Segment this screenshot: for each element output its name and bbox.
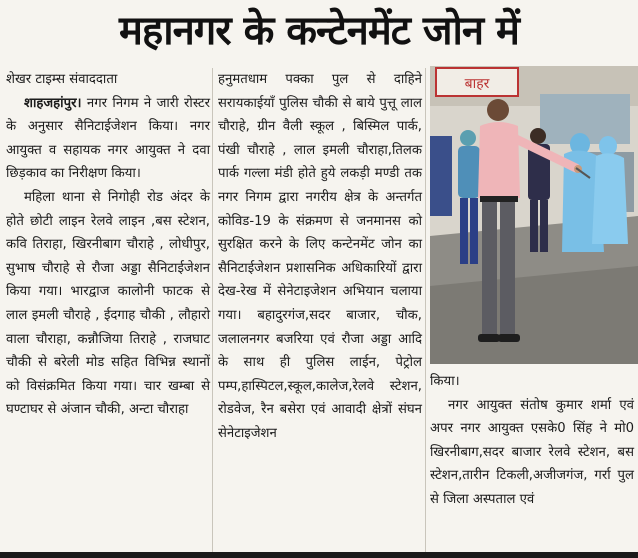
column-divider bbox=[212, 68, 213, 552]
article-paragraph: महिला थाना से निगोही रोड अंदर के होते छोटी लाइन रेलवे लाइन ,बस स्टेशन, कवि तिराहा, खिरनीबाग चौराहे , लोधीपुर, सुभाष चौराहे से रौजा अड्डा सैनिटाईजेशन किया गया। भारद्वाज कालोनी फाटक से लाल इमली चौराहे , ईदगाह चौकी , लौहारो वाला चौराहा, कन्नौजिया तिराहे , राजघाट चौकी से बरेली मोड सहित विभिन्न स्थानों को विसंक्रमित किया गया। चार खम्बा से घण्टाघर से अंजान चौकी, अन्टा चौराहा bbox=[6, 189, 210, 418]
column-divider bbox=[425, 68, 426, 552]
article-column-3 bbox=[430, 370, 634, 512]
article-paragraph: नगर आयुक्त संतोष कुमार शर्मा एवं अपर नगर आयुक्त एसके0 सिंह ने मो0 खिरनीबाग,सदर बाजार रेलवे स्टेशन, बस स्टेशन,तारीन टिकली,अजीजगंज, गर्रा पुल से जिला अस्पताल एवं bbox=[430, 397, 634, 507]
next-headline-edge bbox=[0, 552, 638, 558]
paragraph-text: नगर निगम ने जारी रोस्टर के अनुसार सैनिटाईजेशन किया। नगर आयुक्त व सहायक नगर आयुक्त ने दवा छिड़काव का निरीक्षण किया। bbox=[6, 95, 210, 182]
article-paragraph: हनुमतधाम पक्का पुल से दाहिने सरायकाईयाँ पुलिस चौकी से बाये पुत्तू लाल चौराहे, ग्रीन वैली स्कूल , बिस्मिल पार्क, पंखी चौराहे , लाल इमली चौराहा,तिलक पार्क गल्ला मंडी होते हुये लकड़ी मण्डी तक नगर निगम द्वारा नगरीय क्षेत्र के अन्तर्गत कोविड-19 के संक्रमण से जनमानस को सुरक्षित करने के लिए कन्टेनमेंट जोन का सैनिटाईजेशन प्रशासनिक अधिकारियों द्वारा देख-रेख में सेनेटाइजेशन अभियान चलाया गया। बहादुरगंज,सदर बाजार, चौक, जलालनगर बजरिया एवं रौजा अड्डा आदि के साथ ही पुलिस लाईन, पेट्रोल पम्प,हास्पिटल,स्कूल,कालेज,रेलवे स्टेशन, रोडवेज, रैन बसेरा एवं आवादी क्षेत्रों संघन सेनेटाइजेशन bbox=[218, 72, 422, 441]
headline: महानगर के कन्टेनमेंट जोन में bbox=[119, 8, 519, 54]
article-column-1 bbox=[6, 68, 210, 422]
dateline: शाहजहांपुर। bbox=[24, 95, 82, 111]
article-column-2 bbox=[218, 68, 422, 446]
photo-illustration bbox=[430, 66, 638, 364]
article-paragraph: किया। bbox=[430, 374, 460, 389]
news-photo bbox=[430, 66, 638, 364]
photo-sign-text: बाहर bbox=[464, 76, 490, 92]
byline: शेखर टाइम्स संवाददाता bbox=[6, 72, 118, 87]
article-paragraph bbox=[6, 92, 210, 186]
